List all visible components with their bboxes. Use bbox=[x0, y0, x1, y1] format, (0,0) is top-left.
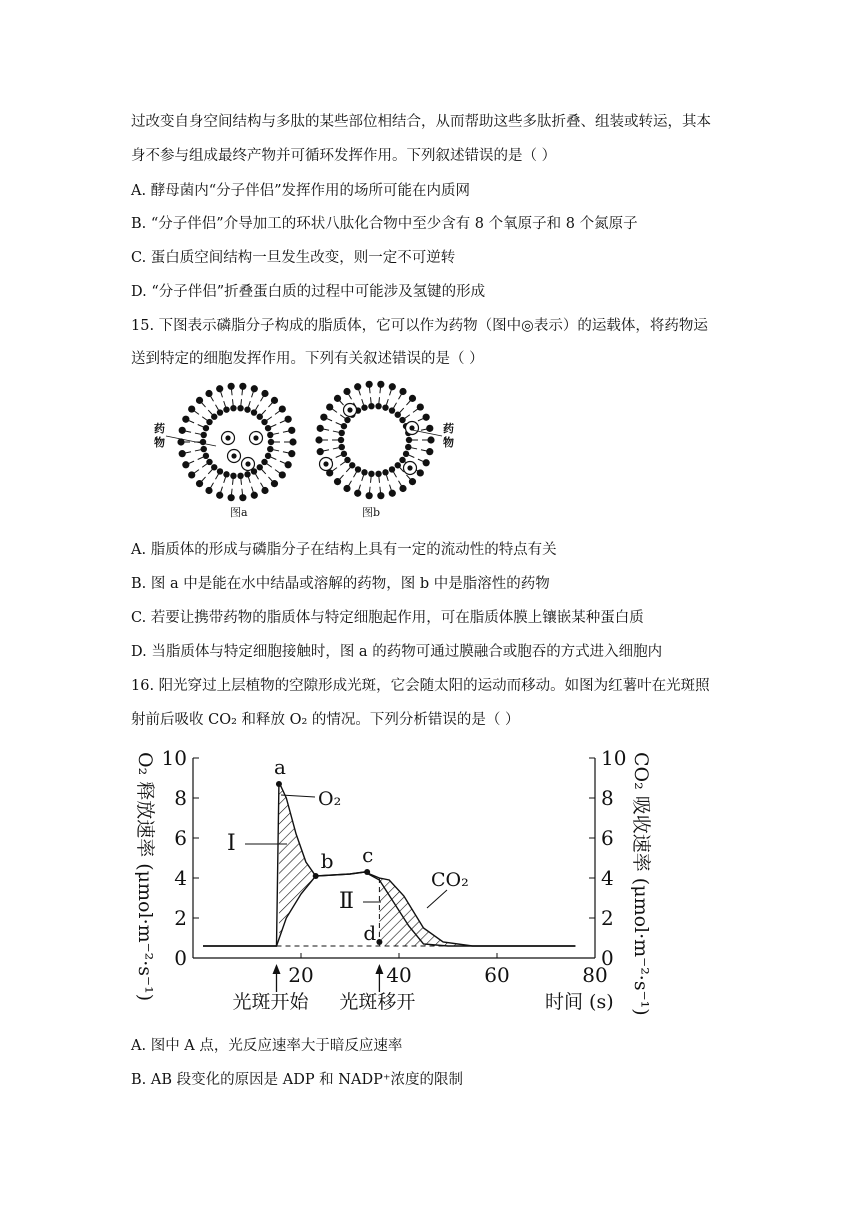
drug-label-a-2: 物 bbox=[154, 436, 165, 449]
point-label-d: d bbox=[363, 921, 377, 945]
o2-co2-rate-chart bbox=[125, 740, 665, 1020]
q15-stem-line2: 送到特定的细胞发挥作用。下列有关叙述错误的是（ ） bbox=[131, 351, 484, 367]
x-tick-label: 80 bbox=[582, 963, 608, 987]
caption-b: 图b bbox=[362, 506, 381, 519]
q16-option-b: B. AB 段变化的原因是 ADP 和 NADP⁺浓度的限制 bbox=[131, 1072, 463, 1088]
x-tick-label: 20 bbox=[288, 963, 314, 987]
drug-pointer-a bbox=[166, 436, 216, 446]
y-right-tick-label: 10 bbox=[601, 746, 627, 770]
y-left-tick-label: 10 bbox=[161, 746, 187, 770]
liposome-figure bbox=[150, 380, 470, 520]
annotation-light-start: 光斑开始 bbox=[232, 991, 309, 1013]
q16-stem-line2: 射前后吸收 CO₂ 和释放 O₂ 的情况。下列分析错误的是（ ） bbox=[131, 712, 520, 728]
point-label-c: c bbox=[362, 843, 374, 867]
point-d bbox=[376, 939, 382, 945]
caption-a: 图a bbox=[230, 506, 248, 519]
light-start-arrow-head bbox=[273, 964, 281, 974]
point-c bbox=[364, 869, 370, 875]
y-left-axis-label: O₂ 释放速率 (μmol·m⁻²·s⁻¹) bbox=[134, 752, 156, 1002]
region-I-hatch bbox=[279, 782, 316, 939]
series-label-co2: CO₂ bbox=[431, 869, 469, 891]
q14-option-c: C. 蛋白质空间结构一旦发生改变，则一定不可逆转 bbox=[131, 250, 456, 266]
q15-option-d: D. 当脂质体与特定细胞接触时，图 a 的药物可通过膜融合或胞吞的方式进入细胞内 bbox=[131, 644, 663, 660]
point-a bbox=[276, 781, 282, 787]
y-right-axis-label: CO₂ 吸收速率 (μmol·m⁻²·s⁻¹) bbox=[630, 752, 652, 1016]
q14-option-b: B. “分子伴侣”介导加工的环状八肽化合物中至少含有 8 个氧原子和 8 个氮原子 bbox=[131, 216, 638, 232]
co2-leader bbox=[427, 890, 447, 908]
point-b bbox=[313, 873, 319, 879]
y-right-tick-label: 2 bbox=[601, 906, 614, 930]
liposome-a bbox=[175, 380, 299, 504]
x-tick-label: 40 bbox=[386, 963, 412, 987]
liposome-b bbox=[313, 380, 437, 502]
y-right-tick-label: 4 bbox=[601, 866, 614, 890]
x-axis-label: 时间 (s) bbox=[545, 991, 614, 1013]
q15-option-c: C. 若要让携带药物的脂质体与特定细胞起作用，可在脂质体膜上镶嵌某种蛋白质 bbox=[131, 610, 644, 626]
q15-option-b: B. 图 a 中是能在水中结晶或溶解的药物，图 b 中是脂溶性的药物 bbox=[131, 576, 550, 592]
point-label-a: a bbox=[273, 755, 286, 779]
drug-label-a-1: 药 bbox=[154, 422, 165, 435]
q14-stem-line2: 身不参与组成最终产物并可循环发挥作用。下列叙述错误的是（ ） bbox=[131, 148, 557, 164]
q14-stem-line1: 过改变自身空间结构与多肽的某些部位相结合，从而帮助这些多肽折叠、组装或转运，其本 bbox=[131, 114, 711, 130]
series-label-o2: O₂ bbox=[318, 788, 342, 810]
q15-stem-line1: 15. 下图表示磷脂分子构成的脂质体，它可以作为药物（图中◎表示）的运载体，将药物运 bbox=[131, 318, 708, 334]
q14-option-d: D. “分子伴侣”折叠蛋白质的过程中可能涉及氢键的形成 bbox=[131, 284, 486, 300]
q16-option-a: A. 图中 A 点，光反应速率大于暗反应速率 bbox=[131, 1038, 403, 1054]
y-left-tick-label: 2 bbox=[174, 906, 187, 930]
light-end-arrow-head bbox=[375, 964, 383, 974]
y-right-tick-label: 8 bbox=[601, 786, 614, 810]
x-tick-label: 60 bbox=[484, 963, 510, 987]
drug-label-b-1: 药 bbox=[443, 422, 454, 435]
y-left-tick-label: 8 bbox=[174, 786, 187, 810]
drug-label-b-2: 物 bbox=[443, 436, 454, 449]
y-right-tick-label: 0 bbox=[601, 946, 614, 970]
q16-stem-line1: 16. 阳光穿过上层植物的空隙形成光斑，它会随太阳的运动而移动。如图为红薯叶在光斑照 bbox=[131, 678, 710, 694]
region-label-II: Ⅱ bbox=[339, 889, 354, 914]
q14-option-a: A. 酵母菌内“分子伴侣”发挥作用的场所可能在内质网 bbox=[131, 183, 471, 199]
y-right-tick-label: 6 bbox=[601, 826, 614, 850]
point-label-b: b bbox=[320, 849, 334, 873]
region-label-I: Ⅰ bbox=[227, 831, 236, 856]
annotation-light-end: 光斑移开 bbox=[339, 991, 416, 1013]
y-left-tick-label: 0 bbox=[174, 946, 187, 970]
q15-option-a: A. 脂质体的形成与磷脂分子在结构上具有一定的流动性的特点有关 bbox=[131, 542, 557, 558]
y-left-tick-label: 4 bbox=[174, 866, 187, 890]
y-left-tick-label: 6 bbox=[174, 826, 187, 850]
